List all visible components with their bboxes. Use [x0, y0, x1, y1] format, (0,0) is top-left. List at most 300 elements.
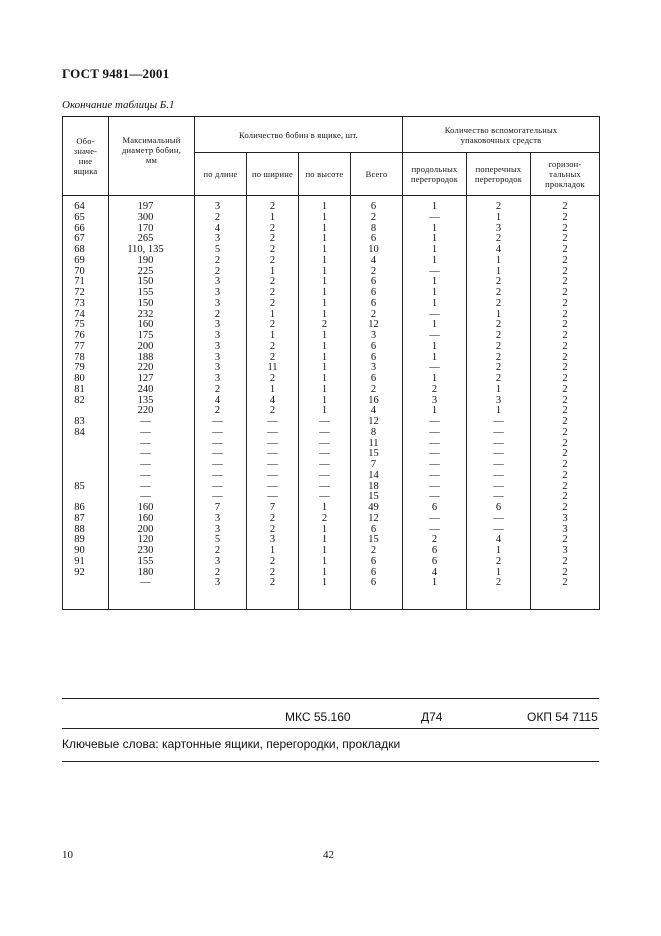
table-cell: — [247, 428, 299, 439]
table-cell: — [195, 460, 247, 471]
table-cell: 91 [63, 557, 109, 568]
table-cell: 2 [299, 514, 351, 525]
table-cell: 2 [531, 578, 600, 589]
table-cell: — [403, 449, 467, 460]
footer-middle-rule [62, 728, 599, 729]
table-cell: — [467, 417, 531, 428]
table-cell: — [109, 578, 195, 589]
table-cell: 2 [467, 578, 531, 589]
table-row [63, 256, 600, 267]
table-cell: — [247, 482, 299, 493]
table-cell: 6 [351, 525, 403, 536]
table-cell: 300 [109, 213, 195, 224]
table-cell: — [247, 439, 299, 450]
table-cell: 3 [195, 342, 247, 353]
table-cell: 188 [109, 353, 195, 364]
table-cell: — [467, 471, 531, 482]
table-cell: 79 [63, 363, 109, 374]
table-cell: 1 [299, 342, 351, 353]
table-cell: 1 [299, 568, 351, 579]
table-cell: 127 [109, 374, 195, 385]
table-cell: 2 [351, 385, 403, 396]
table-cell: 135 [109, 396, 195, 407]
table-cell [63, 449, 109, 460]
table-cell: 1 [299, 557, 351, 568]
table-cell: 2 [467, 320, 531, 331]
table-cell: 3 [195, 288, 247, 299]
header-by-height: по высоте [299, 153, 351, 196]
table-cell: 2 [351, 213, 403, 224]
table-cell: 3 [195, 578, 247, 589]
table-cell: 1 [403, 234, 467, 245]
table-cell: 2 [195, 213, 247, 224]
table-cell: 2 [247, 525, 299, 536]
table-cell: 2 [531, 331, 600, 342]
table-cell: 1 [467, 267, 531, 278]
table-cell: 2 [247, 568, 299, 579]
table-cell: 160 [109, 514, 195, 525]
table-cell: 15 [351, 492, 403, 503]
table-cell: 78 [63, 353, 109, 364]
table-cell: — [299, 449, 351, 460]
table-cell: 1 [467, 385, 531, 396]
table-cell: 4 [195, 396, 247, 407]
table-cell: 68 [63, 245, 109, 256]
table-cell: 3 [195, 374, 247, 385]
table-cell: 2 [531, 342, 600, 353]
table-cell: — [467, 482, 531, 493]
table-cell: — [109, 492, 195, 503]
table-cell: 2 [195, 406, 247, 417]
table-cell: 66 [63, 224, 109, 235]
table-cell: 92 [63, 568, 109, 579]
table-cell: — [403, 417, 467, 428]
table-cell: 2 [531, 417, 600, 428]
table-cell: 2 [247, 288, 299, 299]
header-longitudinal: продольных перегородок [403, 153, 467, 196]
table-row [63, 471, 600, 482]
table-cell: 8 [351, 224, 403, 235]
table-cell: 2 [467, 342, 531, 353]
table-cell: — [299, 417, 351, 428]
table-cell: 75 [63, 320, 109, 331]
table-cell: 175 [109, 331, 195, 342]
table-cell: 3 [195, 525, 247, 536]
table-cell [63, 492, 109, 503]
table-cell: 190 [109, 256, 195, 267]
table-cell: 5 [195, 245, 247, 256]
table-cell: — [247, 449, 299, 460]
table-cell: 1 [299, 406, 351, 417]
table-row [63, 557, 600, 568]
table-cell: 200 [109, 342, 195, 353]
table-cell: — [109, 471, 195, 482]
table-cell: 1 [299, 535, 351, 546]
table-cell: 2 [531, 568, 600, 579]
table-cell: 240 [109, 385, 195, 396]
table-cell: 1 [403, 342, 467, 353]
table-cell: 4 [467, 535, 531, 546]
table-cell: 2 [351, 267, 403, 278]
table-cell: — [403, 439, 467, 450]
table-cell: 6 [403, 557, 467, 568]
table-cell: 265 [109, 234, 195, 245]
table-cell: — [109, 417, 195, 428]
table-cell: 3 [247, 535, 299, 546]
table-cell: — [467, 460, 531, 471]
table-cell: 1 [299, 363, 351, 374]
table-cell: — [195, 492, 247, 503]
header-transverse: поперечных перегородок [467, 153, 531, 196]
table-cell: 15 [351, 449, 403, 460]
table-cell: 6 [351, 277, 403, 288]
table-cell: 2 [531, 428, 600, 439]
table-cell: 6 [351, 299, 403, 310]
table-row [63, 342, 600, 353]
table-cell: 2 [247, 353, 299, 364]
table-cell: 80 [63, 374, 109, 385]
table-cell: 1 [247, 331, 299, 342]
table-cell: — [403, 514, 467, 525]
table-cell: 6 [403, 546, 467, 557]
table-cell: 6 [467, 503, 531, 514]
table-cell: 14 [351, 471, 403, 482]
table-cell: — [195, 471, 247, 482]
table-cell: 2 [247, 224, 299, 235]
table-cell: 64 [63, 202, 109, 213]
table-cell: 3 [195, 514, 247, 525]
table-cell: 2 [247, 299, 299, 310]
table-cell: 2 [531, 320, 600, 331]
table-cell: 2 [195, 256, 247, 267]
table-cell: 2 [403, 385, 467, 396]
table-cell [63, 439, 109, 450]
table-cell: 1 [467, 213, 531, 224]
table-cell: 84 [63, 428, 109, 439]
table-cell: 1 [467, 310, 531, 321]
table-cell: 85 [63, 482, 109, 493]
table-cell: 2 [531, 482, 600, 493]
table-cell: 1 [403, 288, 467, 299]
table-cell: 2 [247, 578, 299, 589]
table-cell: 2 [531, 363, 600, 374]
table-cell: 2 [531, 202, 600, 213]
table-cell: — [195, 439, 247, 450]
table-cell: 69 [63, 256, 109, 267]
table-cell: 2 [531, 256, 600, 267]
table-cell: 2 [247, 277, 299, 288]
table-cell: 3 [195, 299, 247, 310]
header-bobbin-count: Количество бобин в ящике, шт. [195, 117, 403, 153]
table-cell: — [299, 439, 351, 450]
table-cell: 1 [403, 578, 467, 589]
table-cell: 2 [531, 406, 600, 417]
table-cell [63, 460, 109, 471]
table-cell: 1 [299, 224, 351, 235]
table-cell: 2 [247, 342, 299, 353]
table-cell: 2 [247, 234, 299, 245]
table-cell: 3 [195, 557, 247, 568]
table-cell: 1 [403, 320, 467, 331]
table-cell: 160 [109, 503, 195, 514]
table-cell: 74 [63, 310, 109, 321]
table-cell: 220 [109, 363, 195, 374]
table-cell: 12 [351, 417, 403, 428]
table-cell: 150 [109, 277, 195, 288]
table-cell: 1 [299, 299, 351, 310]
table-cell: — [109, 439, 195, 450]
table-cell: — [195, 482, 247, 493]
table-cell: — [195, 417, 247, 428]
table-cell: — [467, 439, 531, 450]
table-cell [63, 406, 109, 417]
table-cell: 2 [195, 568, 247, 579]
table-cell: 1 [299, 385, 351, 396]
table-cell: 1 [299, 202, 351, 213]
table-cell: 4 [247, 396, 299, 407]
table-cell: — [109, 460, 195, 471]
table-cell: 6 [351, 374, 403, 385]
table-cell: — [467, 525, 531, 536]
table-cell: 16 [351, 396, 403, 407]
table-cell: 2 [531, 535, 600, 546]
table-cell: 1 [299, 546, 351, 557]
table-cell: 6 [351, 568, 403, 579]
table-cell: 2 [531, 213, 600, 224]
keywords-line: Ключевые слова: картонные ящики, перегородки, прокладки [62, 737, 401, 751]
table-cell: 2 [531, 557, 600, 568]
table-cell: — [247, 471, 299, 482]
table-cell: 18 [351, 482, 403, 493]
table-cell: 1 [299, 353, 351, 364]
table-cell: 197 [109, 202, 195, 213]
table-cell: 2 [195, 385, 247, 396]
table-cell: 2 [531, 224, 600, 235]
table-cell: 2 [195, 310, 247, 321]
table-cell: — [247, 492, 299, 503]
table-cell: 6 [351, 353, 403, 364]
table-cell: 2 [247, 514, 299, 525]
table-cell: 82 [63, 396, 109, 407]
table-row [63, 385, 600, 396]
table-cell: 232 [109, 310, 195, 321]
table-bottom [63, 589, 600, 610]
table-cell: 6 [351, 288, 403, 299]
table-cell: 6 [351, 234, 403, 245]
table-cell: — [403, 363, 467, 374]
table-cell: 3 [467, 224, 531, 235]
table-cell: 2 [531, 396, 600, 407]
table-cell: 3 [195, 353, 247, 364]
table-cell: 1 [299, 331, 351, 342]
table-cell: 2 [467, 557, 531, 568]
table-cell: 2 [247, 202, 299, 213]
table-cell: 83 [63, 417, 109, 428]
table-cell: 3 [351, 363, 403, 374]
table-cell: 1 [299, 234, 351, 245]
table-cell: 2 [531, 374, 600, 385]
table-cell: 49 [351, 503, 403, 514]
table-cell: 160 [109, 320, 195, 331]
table-cell: 4 [403, 568, 467, 579]
table-cell: 71 [63, 277, 109, 288]
table-cell: 1 [403, 256, 467, 267]
table-cell: 2 [531, 267, 600, 278]
footer-top-rule [62, 698, 599, 699]
table-cell: 12 [351, 514, 403, 525]
table-cell: 1 [299, 525, 351, 536]
table-cell: 1 [299, 374, 351, 385]
table-cell: 2 [467, 202, 531, 213]
table-cell: 1 [247, 546, 299, 557]
table-cell: 81 [63, 385, 109, 396]
table-cell: — [403, 471, 467, 482]
table-cell: 2 [247, 256, 299, 267]
table-cell: — [195, 449, 247, 460]
table-cell: 77 [63, 342, 109, 353]
table-cell: 2 [531, 503, 600, 514]
table-cell: 6 [351, 557, 403, 568]
table-cell: 2 [531, 299, 600, 310]
table-row [63, 578, 600, 589]
table-cell: 67 [63, 234, 109, 245]
table-cell: 6 [351, 342, 403, 353]
table-cell: — [467, 492, 531, 503]
packing-table [62, 116, 600, 610]
table-cell: — [403, 331, 467, 342]
table-cell: 2 [531, 234, 600, 245]
document-code: ГОСТ 9481—2001 [62, 66, 170, 81]
table-cell: 1 [299, 245, 351, 256]
table-cell: 1 [299, 396, 351, 407]
table-cell: 15 [351, 535, 403, 546]
table-cell: 7 [351, 460, 403, 471]
table-cell: 3 [531, 546, 600, 557]
table-cell: 7 [247, 503, 299, 514]
table-cell: 1 [299, 277, 351, 288]
table-cell: 180 [109, 568, 195, 579]
table-cell: — [403, 460, 467, 471]
table-cell: 1 [467, 568, 531, 579]
table-cell: — [247, 460, 299, 471]
header-total: Всего [351, 153, 403, 196]
table-cell: 2 [467, 288, 531, 299]
table-cell: — [109, 428, 195, 439]
footer-bottom-rule [62, 761, 599, 762]
table-cell: 3 [195, 363, 247, 374]
table-cell: 1 [467, 406, 531, 417]
okp-code: ОКП 54 7115 [527, 710, 598, 724]
header-by-width: по ширине [247, 153, 299, 196]
table-cell: 2 [531, 492, 600, 503]
table-cell: 155 [109, 288, 195, 299]
table-cell: 2 [531, 245, 600, 256]
table-cell: 2 [531, 288, 600, 299]
table-cell: 2 [467, 277, 531, 288]
table-cell: — [247, 417, 299, 428]
table-cell: 2 [195, 267, 247, 278]
table-cell: 1 [403, 299, 467, 310]
table-cell: 1 [299, 267, 351, 278]
header-horizontal: горизон- тальных прокладок [531, 153, 600, 196]
table-cell: 5 [195, 535, 247, 546]
table-cell: 89 [63, 535, 109, 546]
table-cell: — [403, 213, 467, 224]
table-cell: 1 [403, 277, 467, 288]
table-cell: 220 [109, 406, 195, 417]
table-cell: 2 [467, 353, 531, 364]
table-cell: 70 [63, 267, 109, 278]
table-cell: — [403, 267, 467, 278]
table-cell: 1 [299, 213, 351, 224]
table-cell: 76 [63, 331, 109, 342]
table-cell: 2 [467, 363, 531, 374]
table-cell: 170 [109, 224, 195, 235]
table-cell: 1 [403, 224, 467, 235]
table-cell: 1 [299, 256, 351, 267]
table-cell: — [403, 492, 467, 503]
table-cell: 3 [467, 396, 531, 407]
table-cell: 87 [63, 514, 109, 525]
table-cell: 1 [403, 353, 467, 364]
table-cell: 3 [195, 331, 247, 342]
table-cell: 2 [531, 460, 600, 471]
table-cell: 3 [403, 396, 467, 407]
header-packing-count: Количество вспомогательных упаковочных средств [403, 117, 600, 153]
table-cell: 1 [247, 267, 299, 278]
table-cell: 3 [531, 525, 600, 536]
table-cell: 2 [531, 449, 600, 460]
table-cell: 110, 135 [109, 245, 195, 256]
table-cell: 1 [299, 310, 351, 321]
header-max-diameter: Максимальный диаметр бобин, мм [109, 117, 195, 196]
table-cell: 1 [403, 374, 467, 385]
table-cell: 3 [195, 277, 247, 288]
table-cell: 10 [351, 245, 403, 256]
table-cell: 155 [109, 557, 195, 568]
table-cell: 1 [403, 406, 467, 417]
table-cell: 7 [195, 503, 247, 514]
table-cell: 1 [467, 256, 531, 267]
table-row [63, 213, 600, 224]
table-cell: 2 [247, 374, 299, 385]
table-cell: 1 [467, 546, 531, 557]
table-cell: 2 [531, 439, 600, 450]
table-cell [63, 471, 109, 482]
table-cell: 4 [351, 406, 403, 417]
table-cell: — [403, 525, 467, 536]
table-cell: 2 [467, 299, 531, 310]
table-cell: 3 [195, 320, 247, 331]
table-cell: 2 [195, 546, 247, 557]
page-number-left: 10 [62, 849, 73, 861]
page-number-center: 42 [323, 849, 334, 861]
table-cell: 1 [247, 385, 299, 396]
table-cell: 1 [403, 245, 467, 256]
table-cell: 65 [63, 213, 109, 224]
mks-code: МКС 55.160 [285, 710, 351, 724]
table-cell: — [467, 449, 531, 460]
table-cell: — [299, 460, 351, 471]
table-cell: — [403, 482, 467, 493]
table-cell: 6 [403, 503, 467, 514]
table-cell: 120 [109, 535, 195, 546]
table-cell: — [467, 514, 531, 525]
table-cell: 90 [63, 546, 109, 557]
table-cell: — [299, 471, 351, 482]
table-cell: — [403, 428, 467, 439]
table-cell: — [109, 449, 195, 460]
